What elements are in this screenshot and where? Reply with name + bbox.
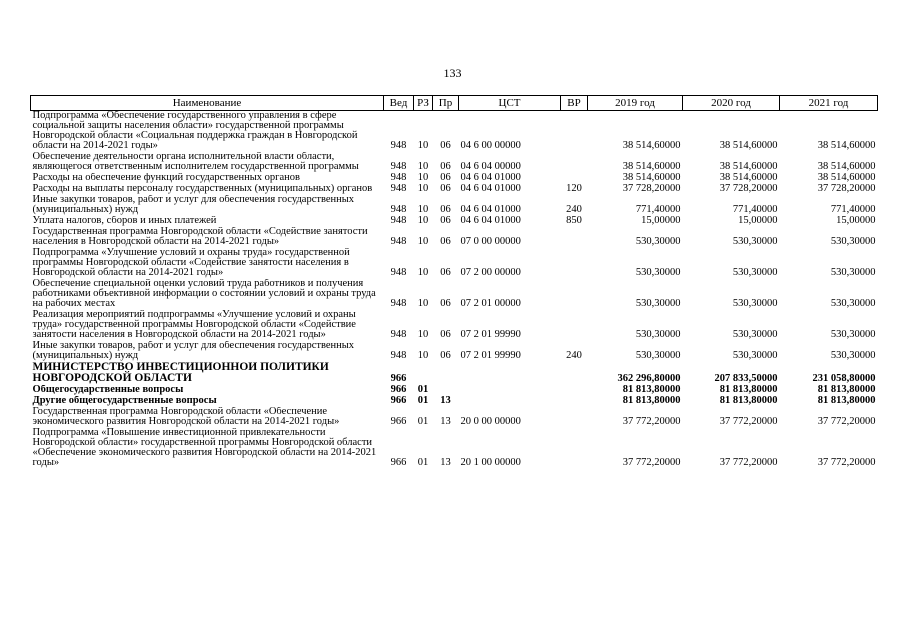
cell-2019: 15,00000 (641, 216, 681, 226)
cell-cst: 04 6 04 01000 (460, 204, 521, 215)
cell-2019: 37 772,20000 (622, 457, 681, 468)
cell-2019: 771,40000 (635, 204, 681, 215)
table-row (31, 216, 878, 227)
cell-2019: 530,30000 (635, 267, 681, 278)
cell-cst: 04 6 04 01000 (460, 173, 521, 183)
cell-ved: 948 (390, 350, 407, 361)
cell-cst: 04 6 04 00000 (460, 161, 521, 172)
cell-cst (459, 396, 561, 407)
cell-vr (561, 279, 588, 310)
cell-name: Расходы на выплаты персоналу государственных (муниципальных) органов (32, 184, 373, 194)
cell-cst: 07 0 00 00000 (460, 236, 521, 247)
table-row (31, 428, 878, 469)
cell-name: Подпрограмма «Обеспечение государственного управления в сфере социальной защиты населения области» государственной программы Новгородской области «Социальная поддержка граждан в Новгородской области на 2014-2021 годы» (32, 110, 358, 151)
cell-ved: 948 (390, 298, 407, 309)
cell-2019: 38 514,60000 (622, 140, 681, 151)
cell-2019: 362 296,80000 (617, 373, 681, 384)
header-name: Наименование (31, 96, 384, 111)
cell-rz: 10 (417, 298, 429, 309)
cell-2019: 37 772,20000 (622, 416, 681, 427)
cell-vr (561, 362, 588, 385)
cell-ved: 948 (390, 236, 407, 247)
cell-rz: 10 (417, 184, 429, 194)
table-row (31, 310, 878, 341)
cell-2021: 81 813,80000 (817, 396, 876, 406)
cell-vr: 120 (566, 184, 582, 194)
cell-2021: 530,30000 (830, 267, 876, 278)
header-2020: 2020 год (683, 96, 780, 111)
cell-cst: 07 2 01 99990 (460, 329, 521, 340)
cell-ved: 948 (390, 204, 407, 215)
cell-2021: 37 772,20000 (817, 457, 876, 468)
cell-2021: 38 514,60000 (817, 140, 876, 151)
cell-cst: 07 2 01 99990 (460, 350, 521, 361)
cell-2021: 231 058,80000 (812, 373, 876, 384)
cell-rz: 10 (417, 216, 429, 226)
cell-name: Обеспечение специальной оценки условий труда работников и получения работниками объективной информации о состоянии условий и охраны труда на рабочих местах (32, 279, 376, 309)
cell-cst: 20 0 00 00000 (460, 416, 521, 427)
cell-2019: 530,30000 (635, 298, 681, 309)
cell-rz: 01 (417, 396, 429, 406)
header-2021: 2021 год (780, 96, 878, 111)
cell-2021: 81 813,80000 (817, 385, 876, 395)
cell-2020: 771,40000 (732, 204, 778, 215)
cell-2021: 530,30000 (830, 329, 876, 340)
cell-vr (561, 396, 588, 407)
cell-2020: 37 772,20000 (719, 457, 778, 468)
cell-2019: 530,30000 (635, 329, 681, 340)
cell-ved: 948 (390, 173, 407, 183)
cell-rz: 10 (417, 161, 429, 172)
cell-pr: 06 (440, 329, 451, 340)
cell-2020: 530,30000 (732, 267, 778, 278)
cell-name: Подпрограмма «Повышение инвестиционной привлекательности Новгородской области» государственной программы Новгородской области «Обеспечение экономического развития Новгородской области на 2014-2021 годы» (32, 428, 377, 468)
cell-vr: 240 (566, 204, 582, 215)
cell-2020: 207 833,50000 (714, 373, 778, 384)
cell-2021: 15,00000 (836, 216, 876, 226)
cell-rz: 10 (417, 329, 429, 340)
cell-ved: 948 (390, 184, 407, 194)
cell-cst: 07 2 01 00000 (460, 298, 521, 309)
cell-2020: 530,30000 (732, 298, 778, 309)
cell-2021: 530,30000 (830, 298, 876, 309)
cell-vr (561, 152, 588, 173)
header-vr: ВР (561, 96, 588, 111)
cell-name: Другие общегосударственные вопросы (32, 396, 217, 406)
table-body (31, 111, 878, 470)
cell-rz: 10 (417, 173, 429, 183)
cell-cst: 04 6 00 00000 (460, 140, 521, 151)
table-row (31, 111, 878, 153)
cell-2020: 530,30000 (732, 329, 778, 340)
table-row (31, 248, 878, 279)
cell-2019: 530,30000 (635, 350, 681, 361)
cell-2019: 81 813,80000 (622, 396, 681, 406)
cell-pr: 06 (440, 236, 451, 247)
cell-pr: 06 (440, 173, 451, 183)
cell-rz: 10 (417, 236, 429, 247)
table-header-row (31, 96, 878, 111)
cell-pr: 06 (440, 184, 451, 194)
cell-2020: 38 514,60000 (719, 173, 778, 183)
cell-cst (459, 362, 561, 385)
table-row (31, 407, 878, 428)
cell-2021: 38 514,60000 (817, 173, 876, 183)
cell-2020: 530,30000 (732, 350, 778, 361)
cell-2020: 37 772,20000 (719, 416, 778, 427)
cell-pr: 06 (440, 216, 451, 226)
table-row (31, 184, 878, 195)
cell-name: МИНИСТЕРСТВО ИНВЕСТИЦИОННОЙ ПОЛИТИКИ НОВГОРОДСКОЙ ОБЛАСТИ (32, 362, 329, 384)
cell-rz: 01 (417, 457, 429, 468)
cell-pr: 13 (440, 457, 451, 468)
cell-rz: 10 (417, 350, 429, 361)
cell-pr: 06 (440, 267, 451, 278)
table-row (31, 152, 878, 173)
cell-vr (561, 173, 588, 184)
cell-ved: 948 (390, 140, 407, 151)
cell-ved: 966 (390, 457, 407, 468)
cell-2021: 37 772,20000 (817, 416, 876, 427)
cell-vr: 850 (566, 216, 582, 226)
cell-ved: 948 (390, 267, 407, 278)
cell-ved: 966 (390, 385, 407, 395)
header-2019: 2019 год (588, 96, 683, 111)
table-row (31, 195, 878, 216)
cell-ved: 948 (390, 216, 407, 226)
cell-vr (561, 428, 588, 469)
cell-name: Расходы на обеспечение функций государственных органов (32, 173, 300, 183)
cell-name: Общегосударственные вопросы (32, 385, 184, 395)
cell-2020: 38 514,60000 (719, 140, 778, 151)
cell-cst: 04 6 04 01000 (460, 184, 521, 194)
header-ved: Вед (384, 96, 414, 111)
cell-name: Уплата налогов, сборов и иных платежей (32, 216, 217, 226)
cell-pr: 06 (440, 140, 451, 151)
cell-2020: 81 813,80000 (719, 396, 778, 406)
cell-rz: 10 (417, 204, 429, 215)
cell-2019: 81 813,80000 (622, 385, 681, 395)
cell-name: Государственная программа Новгородской области «Обеспечение экономического развития Новгородской области на 2014-2021 годы» (32, 407, 340, 427)
cell-vr (561, 385, 588, 396)
table-row (31, 341, 878, 362)
cell-pr: 13 (440, 396, 451, 406)
cell-ved: 966 (390, 396, 407, 406)
table-row (31, 362, 878, 385)
cell-vr (561, 310, 588, 341)
cell-2019: 38 514,60000 (622, 161, 681, 172)
cell-name: Иные закупки товаров, работ и услуг для обеспечения государственных (муниципальных) нужд (32, 195, 355, 215)
table-row (31, 279, 878, 310)
cell-2020: 15,00000 (738, 216, 778, 226)
table-row (31, 173, 878, 184)
cell-name: Подпрограмма «Улучшение условий и охраны труда» государственной программы Новгородской области «Содействие занятости населения в Новгородской области на 2014-2021 годы» (32, 248, 350, 278)
cell-pr: 06 (440, 350, 451, 361)
cell-rz (414, 362, 433, 385)
cell-pr: 06 (440, 204, 451, 215)
cell-ved: 966 (390, 373, 407, 384)
cell-ved: 966 (390, 416, 407, 427)
cell-2020: 38 514,60000 (719, 161, 778, 172)
header-cst: ЦСТ (459, 96, 561, 111)
cell-2019: 37 728,20000 (622, 184, 681, 194)
cell-pr: 06 (440, 298, 451, 309)
cell-ved: 948 (390, 161, 407, 172)
budget-table (30, 95, 878, 469)
cell-2021: 38 514,60000 (817, 161, 876, 172)
table-row (31, 396, 878, 407)
header-rz: РЗ (414, 96, 433, 111)
cell-2020: 37 728,20000 (719, 184, 778, 194)
cell-cst (459, 385, 561, 396)
cell-vr (561, 407, 588, 428)
table-row (31, 227, 878, 248)
cell-2021: 530,30000 (830, 350, 876, 361)
cell-name: Иные закупки товаров, работ и услуг для обеспечения государственных (муниципальных) нужд (32, 341, 355, 361)
cell-2021: 530,30000 (830, 236, 876, 247)
cell-rz: 01 (417, 416, 429, 427)
cell-pr: 13 (440, 416, 451, 427)
cell-2021: 771,40000 (830, 204, 876, 215)
cell-ved: 948 (390, 329, 407, 340)
cell-name: Реализация мероприятий подпрограммы «Улучшение условий и охраны труда» государственной программы Новгородской области «Содействие занятости населения в Новгородской области на 2014-2021 годы» (32, 310, 356, 340)
cell-vr (561, 227, 588, 248)
cell-pr (433, 385, 459, 396)
cell-name: Обеспечение деятельности органа исполнительной власти области, являющегося ответственным исполнителем государственной программы (32, 152, 359, 172)
cell-pr (433, 362, 459, 385)
cell-cst: 20 1 00 00000 (460, 457, 521, 468)
cell-2019: 530,30000 (635, 236, 681, 247)
page-number: 133 (443, 66, 462, 80)
cell-rz: 10 (417, 267, 429, 278)
cell-vr: 240 (566, 350, 582, 361)
cell-2020: 530,30000 (732, 236, 778, 247)
cell-rz: 10 (417, 140, 429, 151)
table-row (31, 385, 878, 396)
cell-name: Государственная программа Новгородской области «Содействие занятости населения в Новгородской области на 2014-2021 годы» (32, 227, 368, 247)
cell-pr: 06 (440, 161, 451, 172)
cell-cst: 04 6 04 01000 (460, 216, 521, 226)
cell-vr (561, 248, 588, 279)
header-pr: Пр (433, 96, 459, 111)
cell-2021: 37 728,20000 (817, 184, 876, 194)
cell-2019: 38 514,60000 (622, 173, 681, 183)
cell-cst: 07 2 00 00000 (460, 267, 521, 278)
cell-vr (561, 111, 588, 153)
cell-2020: 81 813,80000 (719, 385, 778, 395)
cell-rz: 01 (417, 385, 429, 395)
